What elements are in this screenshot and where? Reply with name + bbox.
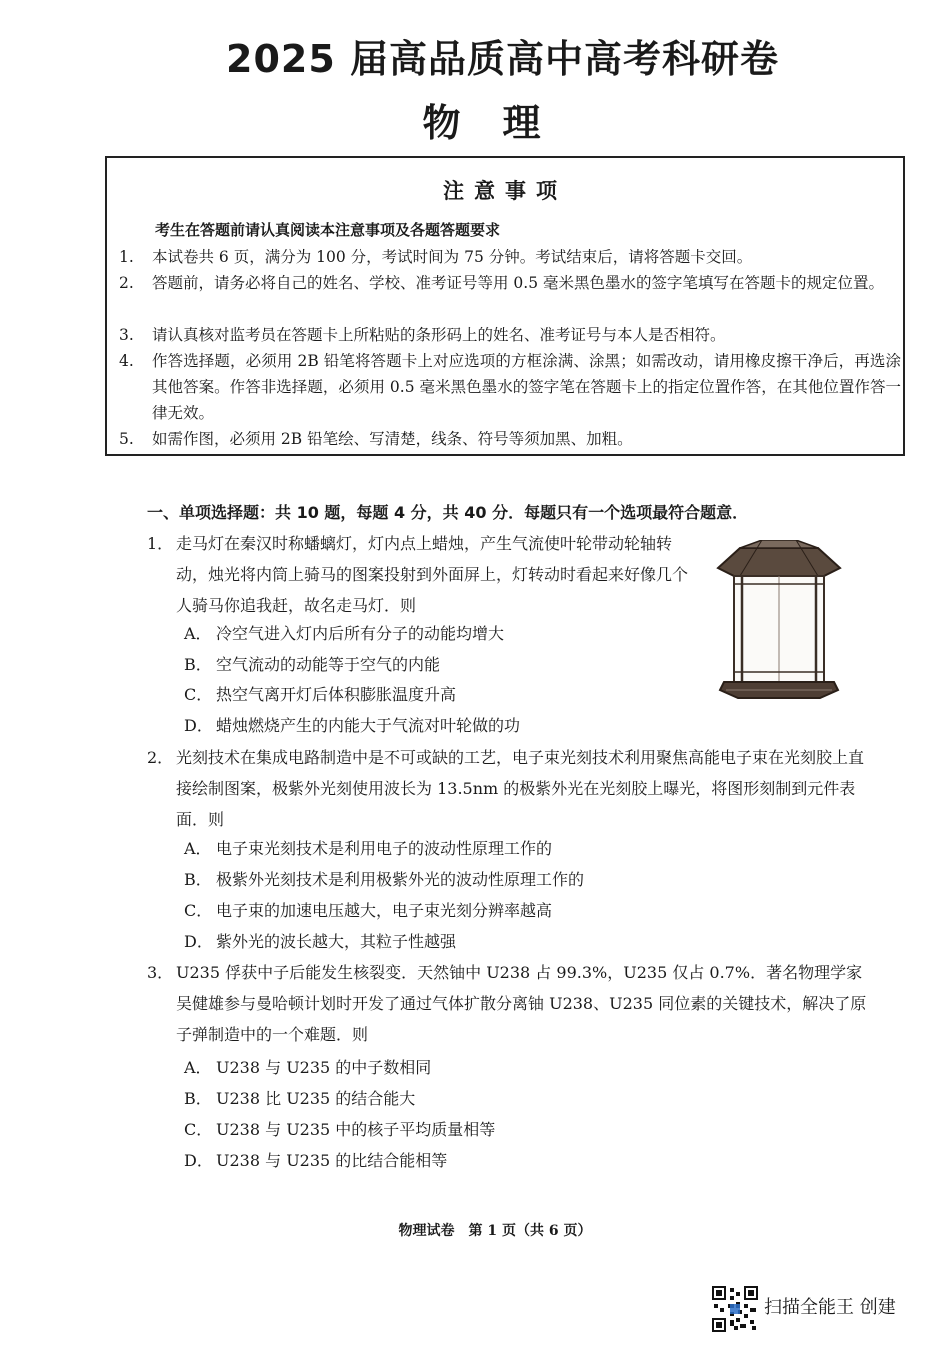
question-stem: 光刻技术在集成电路制造中是不可或缺的工艺，电子束光刻技术利用聚焦高能电子束在光刻胶上直接绘制图案，极紫外光刻使用波长为 13.5nm 的极紫外光在光刻胶上曝光，将图形刻制到元件表面．则 [176,748,865,829]
notice-item-text: 如需作图，必须用 2B 铅笔绘、写清楚，线条、符号等须加黑、加粗。 [152,430,633,448]
notice-item-text: 答题前，请务必将自己的姓名、学校、准考证号等用 0.5 毫米黑色墨水的签字笔填写在答题卡的规定位置。 [152,274,885,292]
question-1-option-b [184,653,440,677]
question-2-option-c [184,899,552,923]
question-2-option-a [184,837,552,861]
option-text: U238 与 U235 中的核子平均质量相等 [216,1120,496,1139]
notice-item-number: 1. [119,248,134,266]
exam-title: 2025 届高品质高中高考科研卷 [226,37,779,81]
option-text: 紫外光的波长越大，其粒子性越强 [216,932,457,951]
notice-item-number: 3. [119,326,134,344]
option-text: 热空气离开灯后体积膨胀温度升高 [216,685,457,704]
question-1-option-a [184,622,504,646]
notice-item [119,270,901,296]
option-label: D． [184,716,213,735]
option-label: C． [184,685,213,704]
subject-title: 物理 [422,101,583,145]
notice-item-text: 本试卷共 6 页，满分为 100 分，考试时间为 75 分钟。考试结束后，请将答题卡交回。 [152,248,753,266]
option-label: A． [184,839,212,858]
question-2-option-b [184,868,584,892]
option-text: U238 比 U235 的结合能大 [216,1089,416,1108]
option-text: 冷空气进入灯内后所有分子的动能均增大 [216,624,505,643]
notice-item-number: 4. [119,352,134,370]
option-text: 蜡烛燃烧产生的内能大于气流对叶轮做的功 [216,716,521,735]
question-3 [147,957,867,1050]
option-text: U238 与 U235 的比结合能相等 [216,1151,448,1170]
question-1-option-c [184,683,456,707]
notice-intro: 考生在答题前请认真阅读本注意事项及各题答题要求 [155,221,501,239]
page-footer: 物理试卷 第 1 页（共 6 页） [398,1223,592,1239]
question-3-option-a [184,1056,431,1080]
option-text: 空气流动的动能等于空气的内能 [216,655,441,674]
question-3-option-d [184,1149,447,1173]
notice-item-number: 2. [119,274,134,292]
option-label: A． [184,624,212,643]
option-label: B． [184,870,212,889]
question-stem: 走马灯在秦汉时称蟠螭灯，灯内点上蜡烛，产生气流使叶轮带动轮轴转动，烛光将内筒上骑马的图案投射到外面屏上，灯转动时看起来好像几个人骑马你追我赶，故名走马灯．则 [176,534,689,615]
option-text: 极紫外光刻技术是利用极紫外光的波动性原理工作的 [216,870,585,889]
scanner-watermark-label: 扫描全能王 创建 [764,1297,896,1318]
question-2-option-d [184,930,456,954]
question-1 [147,528,697,621]
lantern-illustration [712,540,846,700]
notice-item [119,426,901,452]
question-number: 3． [147,963,174,982]
notice-item [119,244,901,270]
option-label: C． [184,1120,213,1139]
option-label: C． [184,901,213,920]
option-label: D． [184,1151,213,1170]
section-title: 一、单项选择题：共 10 题，每题 4 分，共 40 分．每题只有一个选项最符合题意． [147,503,749,522]
question-1-option-d [184,714,520,738]
question-3-option-b [184,1087,415,1111]
option-label: D． [184,932,213,951]
question-stem: U235 俘获中子后能发生核裂变．天然铀中 U238 占 99.3%，U235 仅占 0.7%．著名物理学家吴健雄参与曼哈顿计划时开发了通过气体扩散分离铀 U238、U235 同位素的关键技术，解决了原子弹制造中的一个难题．则 [176,963,867,1044]
qr-code-icon [712,1286,758,1332]
option-text: 电子束光刻技术是利用电子的波动性原理工作的 [216,839,553,858]
notice-heading: 注意事项 [443,179,567,203]
question-3-option-c [184,1118,495,1142]
question-2 [147,742,867,835]
notice-item [119,322,901,348]
notice-item-text: 请认真核对监考员在答题卡上所粘贴的条形码上的姓名、准考证号与本人是否相符。 [152,326,726,344]
question-number: 2． [147,748,174,767]
notice-item [119,348,901,426]
option-label: A． [184,1058,212,1077]
option-label: B． [184,1089,212,1108]
notice-item-number: 5. [119,430,134,448]
question-number: 1． [147,534,174,553]
option-text: U238 与 U235 的中子数相同 [216,1058,432,1077]
notice-item-text: 作答选择题，必须用 2B 铅笔将答题卡上对应选项的方框涂满、涂黑；如需改动，请用橡皮擦干净后，再选涂其他答案。作答非选择题，必须用 0.5 毫米黑色墨水的签字笔在答题卡上的指定位置作答，在其他位置作答一律无效。 [152,352,901,422]
option-label: B． [184,655,212,674]
notice-box [105,156,905,456]
option-text: 电子束的加速电压越大，电子束光刻分辨率越高 [216,901,553,920]
